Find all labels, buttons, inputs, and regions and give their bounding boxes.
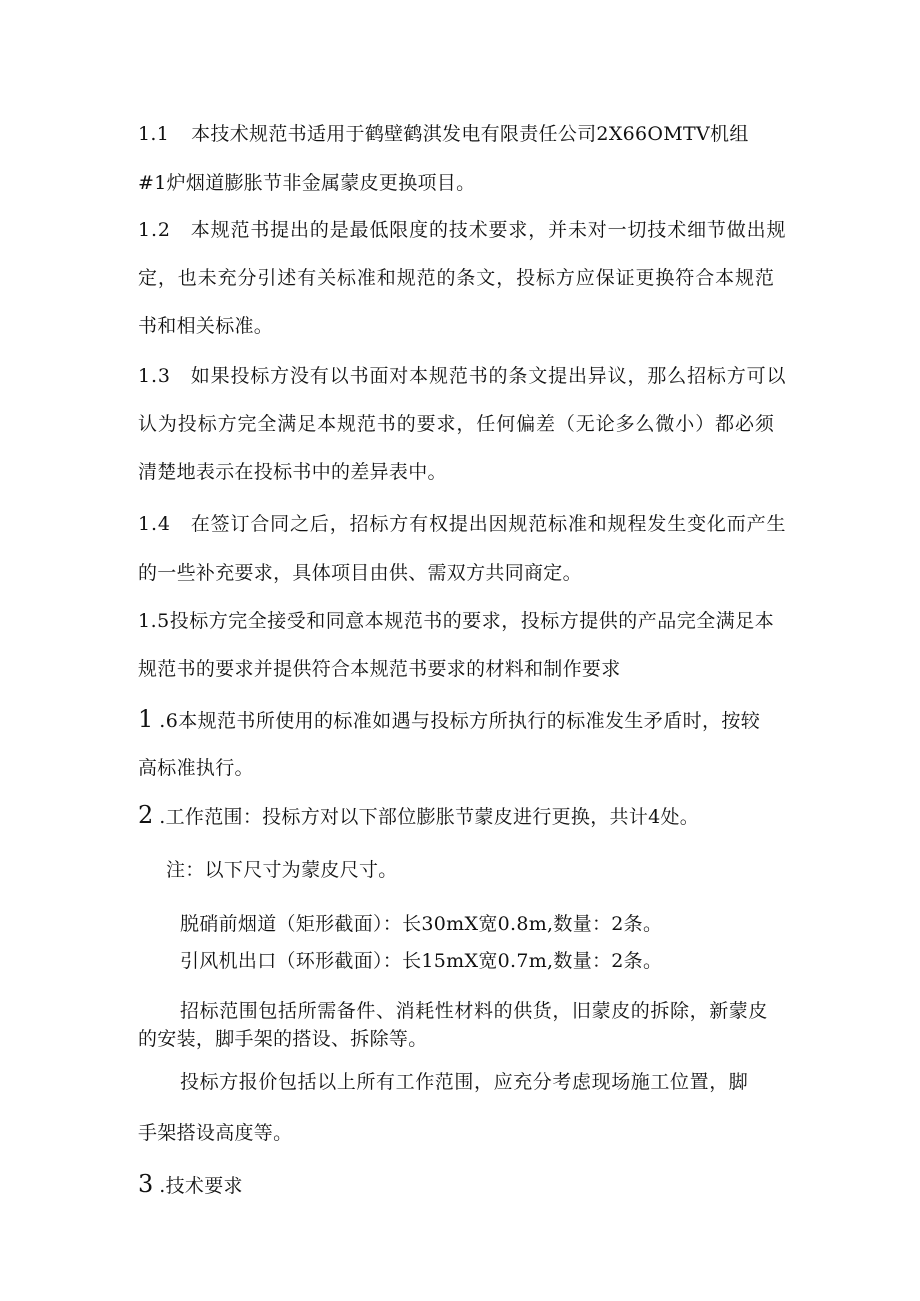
section-text: 清楚地表示在投标书中的差异表中。: [138, 461, 447, 483]
section-text: 书和相关标准。: [138, 315, 274, 337]
section-1-3-line-2: [138, 410, 775, 438]
section-text: 定，也未充分引述有关标准和规范的条文，投标方应保证更换符合本规范: [138, 267, 775, 289]
section-2-heading: [138, 801, 699, 831]
section-2-note: [166, 856, 398, 884]
section-text: 投标方报价包括以上所有工作范围，应充分考虑现场施工位置，脚: [180, 1071, 749, 1093]
section-number: 1.1: [138, 123, 170, 145]
section-2-scope-line-2: [138, 1025, 428, 1053]
section-2-item-1: [180, 910, 662, 938]
section-1-1-line-1: [138, 120, 749, 148]
section-1-2-line-2: [138, 264, 775, 292]
section-2-quote-line-2: [138, 1119, 292, 1147]
section-number: 1.4: [138, 513, 171, 535]
section-text: #1炉烟道膨胀节非金属蒙皮更换项目。: [138, 172, 476, 194]
section-number: 1.3: [138, 365, 171, 387]
section-text: 引风机出口（环形截面）：长15mX宽0.7m,数量：2条。: [180, 950, 663, 972]
section-1-6-line-2: [138, 754, 254, 782]
section-number: 1: [138, 705, 154, 733]
section-3-heading: [138, 1170, 243, 1200]
section-1-4-line-2: [138, 559, 582, 587]
section-number: 1.2: [138, 219, 171, 241]
section-text: 本技术规范书适用于鹤壁鹤淇发电有限责任公司2X66OMTV机组: [191, 123, 749, 145]
section-1-4-line-1: [138, 510, 786, 538]
section-2-quote-line-1: [180, 1068, 748, 1096]
section-text: .技术要求: [159, 1175, 243, 1197]
section-1-1-line-2: [138, 169, 475, 197]
section-2-scope-line-1: [180, 997, 768, 1025]
section-1-5-line-1: [138, 607, 774, 635]
section-1-5-line-2: [138, 655, 621, 683]
section-text: 招标范围包括所需备件、消耗性材料的供货，旧蒙皮的拆除，新蒙皮: [180, 1000, 769, 1022]
section-number: 3: [138, 1170, 154, 1198]
section-text: .6本规范书所使用的标准如遇与投标方所执行的标准发生矛盾时，按较: [159, 710, 761, 732]
section-text: .工作范围：投标方对以下部位膨胀节蒙皮进行更换，共计4处。: [159, 806, 700, 828]
section-1-3-line-1: [138, 362, 786, 390]
section-text: 注：以下尺寸为蒙皮尺寸。: [166, 859, 398, 881]
section-text: 认为投标方完全满足本规范书的要求，任何偏差（无论多么微小）都必须: [138, 413, 775, 435]
section-text: 在签订合同之后，招标方有权提出因规范标准和规程发生变化而产生: [190, 513, 787, 535]
section-2-item-2: [180, 947, 662, 975]
section-text: 本规范书提出的是最低限度的技术要求，并未对一切技术细节做出规: [190, 219, 787, 241]
section-text: 如果投标方没有以书面对本规范书的条文提出异议，那么招标方可以: [190, 365, 787, 387]
section-1-3-line-3: [138, 458, 447, 486]
section-text: 的安装，脚手架的搭设、拆除等。: [138, 1028, 428, 1050]
section-text: 脱硝前烟道（矩形截面）：长30mX宽0.8m,数量：2条。: [180, 913, 663, 935]
section-1-2-line-1: [138, 216, 786, 244]
section-text: 高标准执行。: [138, 757, 254, 779]
section-text: 1.5投标方完全接受和同意本规范书的要求，投标方提供的产品完全满足本: [138, 610, 775, 632]
section-1-2-line-3: [138, 312, 273, 340]
section-text: 手架搭设高度等。: [138, 1122, 293, 1144]
section-1-6-line-1: [138, 705, 760, 735]
section-text: 的一些补充要求，具体项目由供、需双方共同商定。: [138, 562, 582, 584]
section-text: 规范书的要求并提供符合本规范书要求的材料和制作要求: [138, 658, 621, 680]
section-number: 2: [138, 801, 154, 829]
